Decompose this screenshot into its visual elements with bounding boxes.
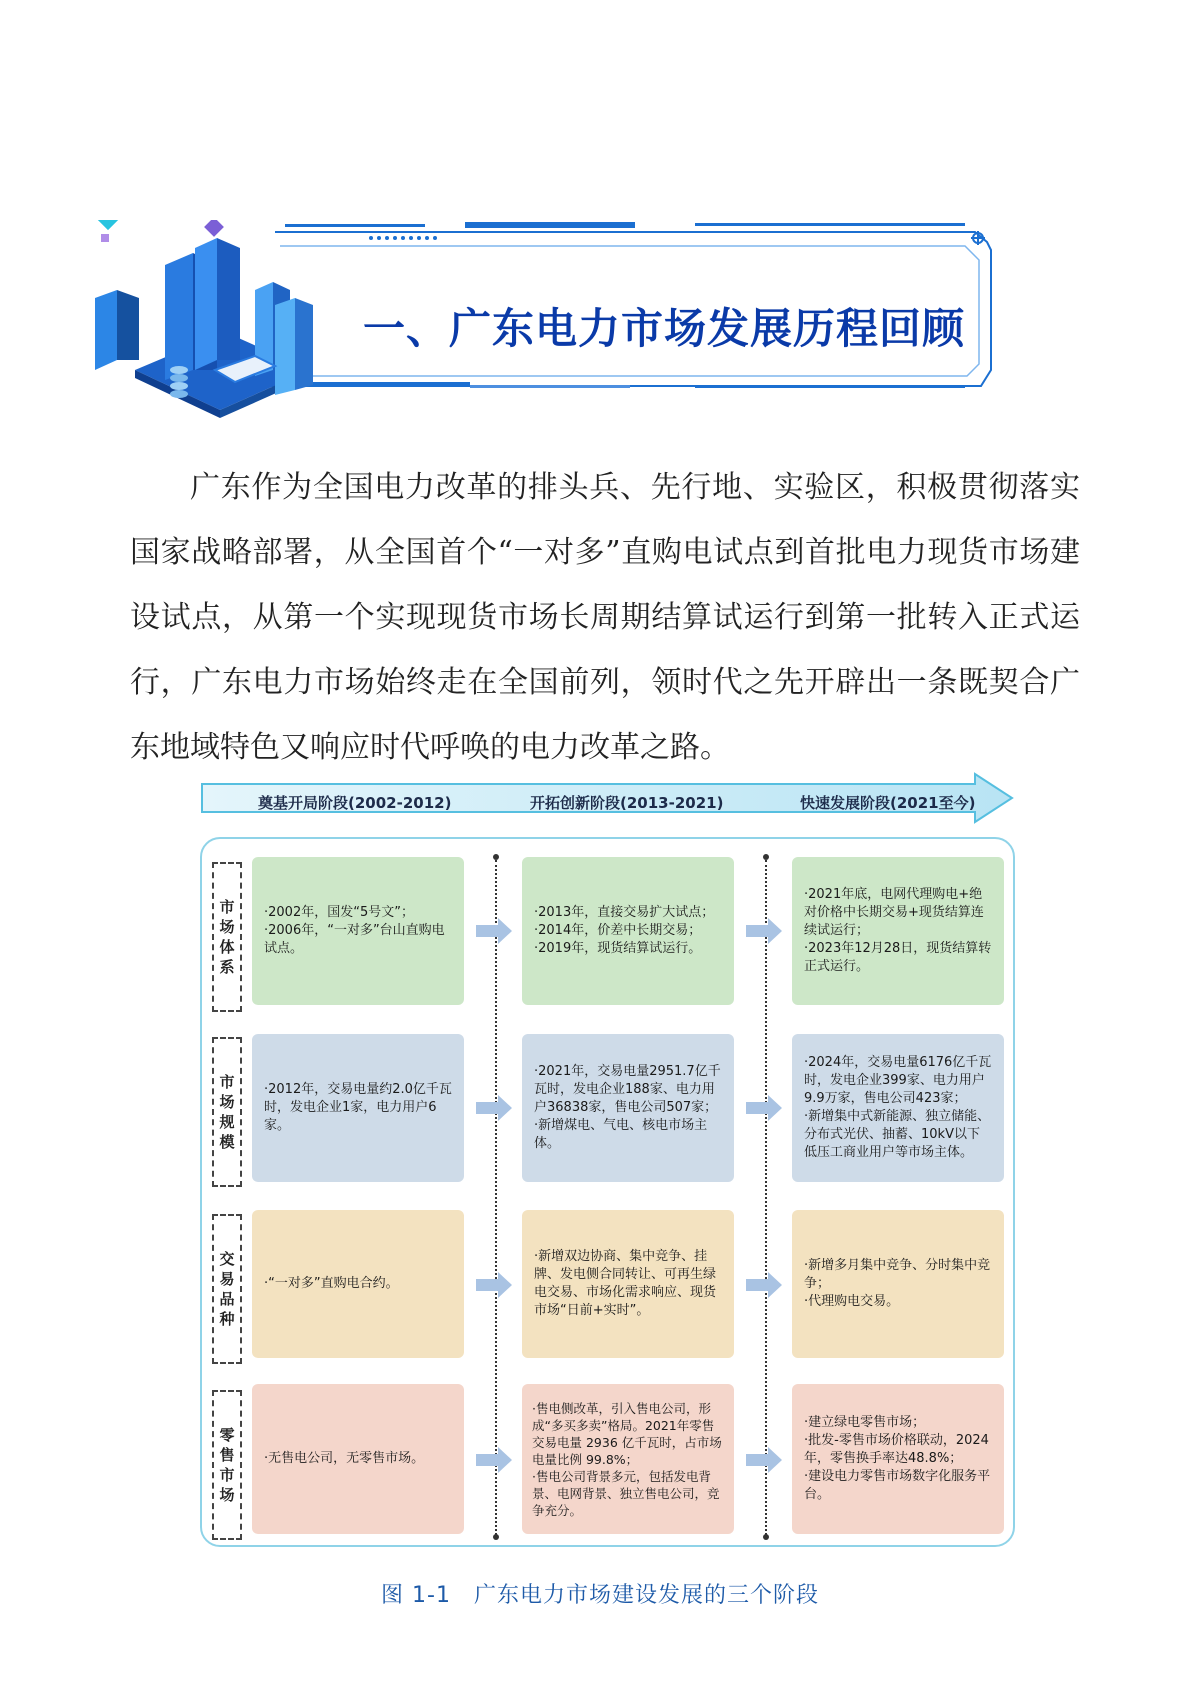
cell-line: ·建设电力零售市场数字化服务平台。 (804, 1469, 991, 1502)
cell-line: ·建立绿电零售市场； (804, 1415, 926, 1430)
cell-retail-phase2 (522, 1384, 734, 1534)
separator-dot (763, 1534, 769, 1540)
figure-caption: 图 1-1 广东电力市场建设发展的三个阶段 (381, 1583, 819, 1608)
cell-line: ·批发-零售市场价格联动，2024年，零售换手率达48.8%； (804, 1433, 989, 1466)
section-title: 一、广东电力市场发展历程回顾 (363, 304, 966, 353)
cell-products-phase2 (522, 1210, 734, 1358)
arrow-right-icon (476, 918, 512, 944)
cell-line: ·2006年，“一对多”台山直购电试点。 (264, 923, 445, 956)
cell-scale-phase1 (252, 1034, 464, 1182)
phase-label-3: 快速发展阶段(2021至今) (800, 794, 976, 812)
cell-line: ·“一对多”直购电合约。 (264, 1276, 399, 1291)
arrow-right-icon (746, 1447, 782, 1473)
city-illustration-icon (95, 220, 365, 420)
cell-line: ·2012年，交易电量约2.0亿千瓦时，发电企业1家，电力用户6家。 (264, 1082, 452, 1133)
cell-line: ·2021年底，电网代理购电+绝对价格中长期交易+现货结算连续试运行； (804, 887, 984, 938)
arrow-right-icon (746, 918, 782, 944)
cell-line: ·售电侧改革，引入售电公司，形成“多买多卖”格局。2021年零售交易电量 2936 亿千瓦时，占市场电量比例 99.8%； (532, 1400, 722, 1467)
separator-line-1 (495, 860, 497, 1535)
cell-line: ·代理购电交易。 (804, 1294, 900, 1309)
cell-line: ·2002年，国发“5号文”； (264, 905, 414, 920)
cell-system-phase2 (522, 857, 734, 1005)
cell-retail-phase1 (252, 1384, 464, 1534)
stage-figure (200, 772, 1015, 1552)
cell-line: ·售电公司背景多元，包括发电背景、电网背景、独立售电公司，竞争充分。 (532, 1468, 720, 1518)
arrow-right-icon (476, 1095, 512, 1121)
row-label-market-scale: 市场规模 (212, 1037, 242, 1187)
cell-system-phase1 (252, 857, 464, 1005)
section-banner (95, 220, 1095, 440)
intro-paragraph: 广东作为全国电力改革的排头兵、先行地、实验区，积极贯彻落实国家战略部署，从全国首个“一对多”直购电试点到首批电力现货市场建设试点，从第一个实现现货市场长周期结算试运行到第一批转入正式运行，广东电力市场始终走在全国前列，领时代之先开辟出一条既契合广东地域特色又响应时代呼唤的电力改革之路。 (130, 470, 1080, 765)
cell-line: ·新增煤电、气电、核电市场主体。 (534, 1118, 708, 1151)
cell-line: ·2023年12月28日，现货结算转正式运行。 (804, 941, 992, 974)
cell-line: ·新增双边协商、集中竞争、挂牌、发电侧合同转让、可再生绿电交易、市场化需求响应、现货市场“日前+实时”。 (534, 1249, 717, 1318)
cell-line: ·2019年，现货结算试运行。 (534, 941, 702, 956)
cell-scale-phase3 (792, 1034, 1004, 1182)
cell-products-phase3 (792, 1210, 1004, 1358)
cell-line: ·新增集中式新能源、独立储能、分布式光伏、抽蓄、10kV以下低压工商业用户等市场主体。 (804, 1109, 991, 1160)
cell-line: ·2024年，交易电量6176亿千瓦时，发电企业399家、电力用户9.9万家，售电公司423家； (804, 1055, 992, 1106)
phase-label-2: 开拓创新阶段(2013-2021) (530, 794, 724, 812)
arrow-right-icon (476, 1272, 512, 1298)
separator-dot (493, 1534, 499, 1540)
cell-scale-phase2 (522, 1034, 734, 1182)
cell-line: ·新增多月集中竞争、分时集中竞争； (804, 1258, 991, 1291)
cell-retail-phase3 (792, 1384, 1004, 1534)
arrow-right-icon (476, 1447, 512, 1473)
separator-line-2 (765, 860, 767, 1535)
cell-line: ·2014年，价差中长期交易； (534, 923, 702, 938)
phase-label-1: 奠基开局阶段(2002-2012) (258, 794, 452, 812)
cell-line: ·2013年，直接交易扩大试点； (534, 905, 715, 920)
cell-line: ·2021年，交易电量2951.7亿千瓦时，发电企业188家、电力用户36838家，售电公司507家； (534, 1064, 721, 1115)
cell-products-phase1 (252, 1210, 464, 1358)
row-label-market-system: 市场体系 (212, 862, 242, 1012)
arrow-right-icon (746, 1272, 782, 1298)
cell-line: ·无售电公司，无零售市场。 (264, 1451, 425, 1466)
row-label-retail-market: 零售市场 (212, 1390, 242, 1540)
arrow-right-icon (746, 1095, 782, 1121)
row-label-trading-products: 交易品种 (212, 1214, 242, 1364)
cell-system-phase3 (792, 857, 1004, 1005)
